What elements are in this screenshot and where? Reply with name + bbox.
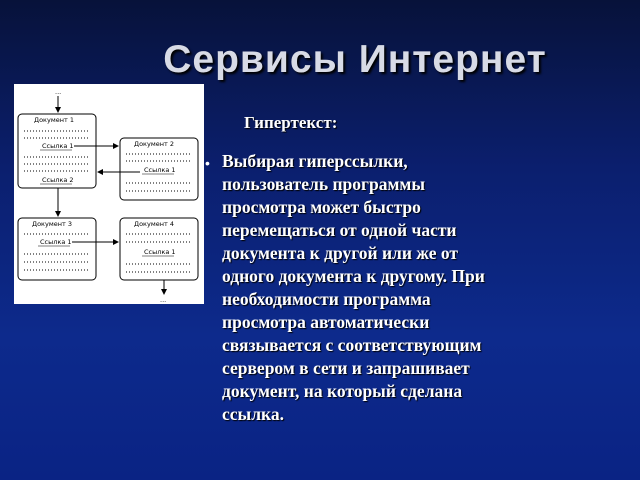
subheading: Гипертекст: — [244, 113, 338, 132]
document-4-title: Документ 4 — [134, 220, 174, 228]
diagram-ellipsis-bottom: ... — [160, 296, 167, 304]
document-1-box — [18, 114, 96, 188]
document-3-box — [18, 218, 96, 280]
body-paragraph: Выбирая гиперссылки, пользователь программы просмотра может быстро перемещаться от одной части документа к другой или же от одного документа к другому. При необходимости программа просмотра автоматически связывается с соответствующим сервером в сети и запрашивает документ, на который сделана ссылка. — [222, 151, 485, 424]
hypertext-diagram — [14, 84, 204, 304]
document-2-box — [120, 138, 198, 200]
document-1-title: Документ 1 — [34, 116, 74, 124]
document-3-title: Документ 3 — [32, 220, 72, 228]
diagram-ellipsis-top: ... — [55, 88, 62, 96]
document-1-link-1: Ссылка 1 — [42, 142, 74, 150]
slide-title: Сервисы Интернет — [163, 38, 547, 81]
bullet-icon: • — [205, 155, 210, 171]
document-2-title: Документ 2 — [134, 140, 174, 148]
document-2-link-1: Ссылка 1 — [144, 166, 176, 174]
document-4-link-1: Ссылка 1 — [144, 248, 176, 256]
document-3-link-1: Ссылка 1 — [40, 238, 72, 246]
document-1-link-2: Ссылка 2 — [42, 176, 74, 184]
document-4-box — [120, 218, 198, 280]
